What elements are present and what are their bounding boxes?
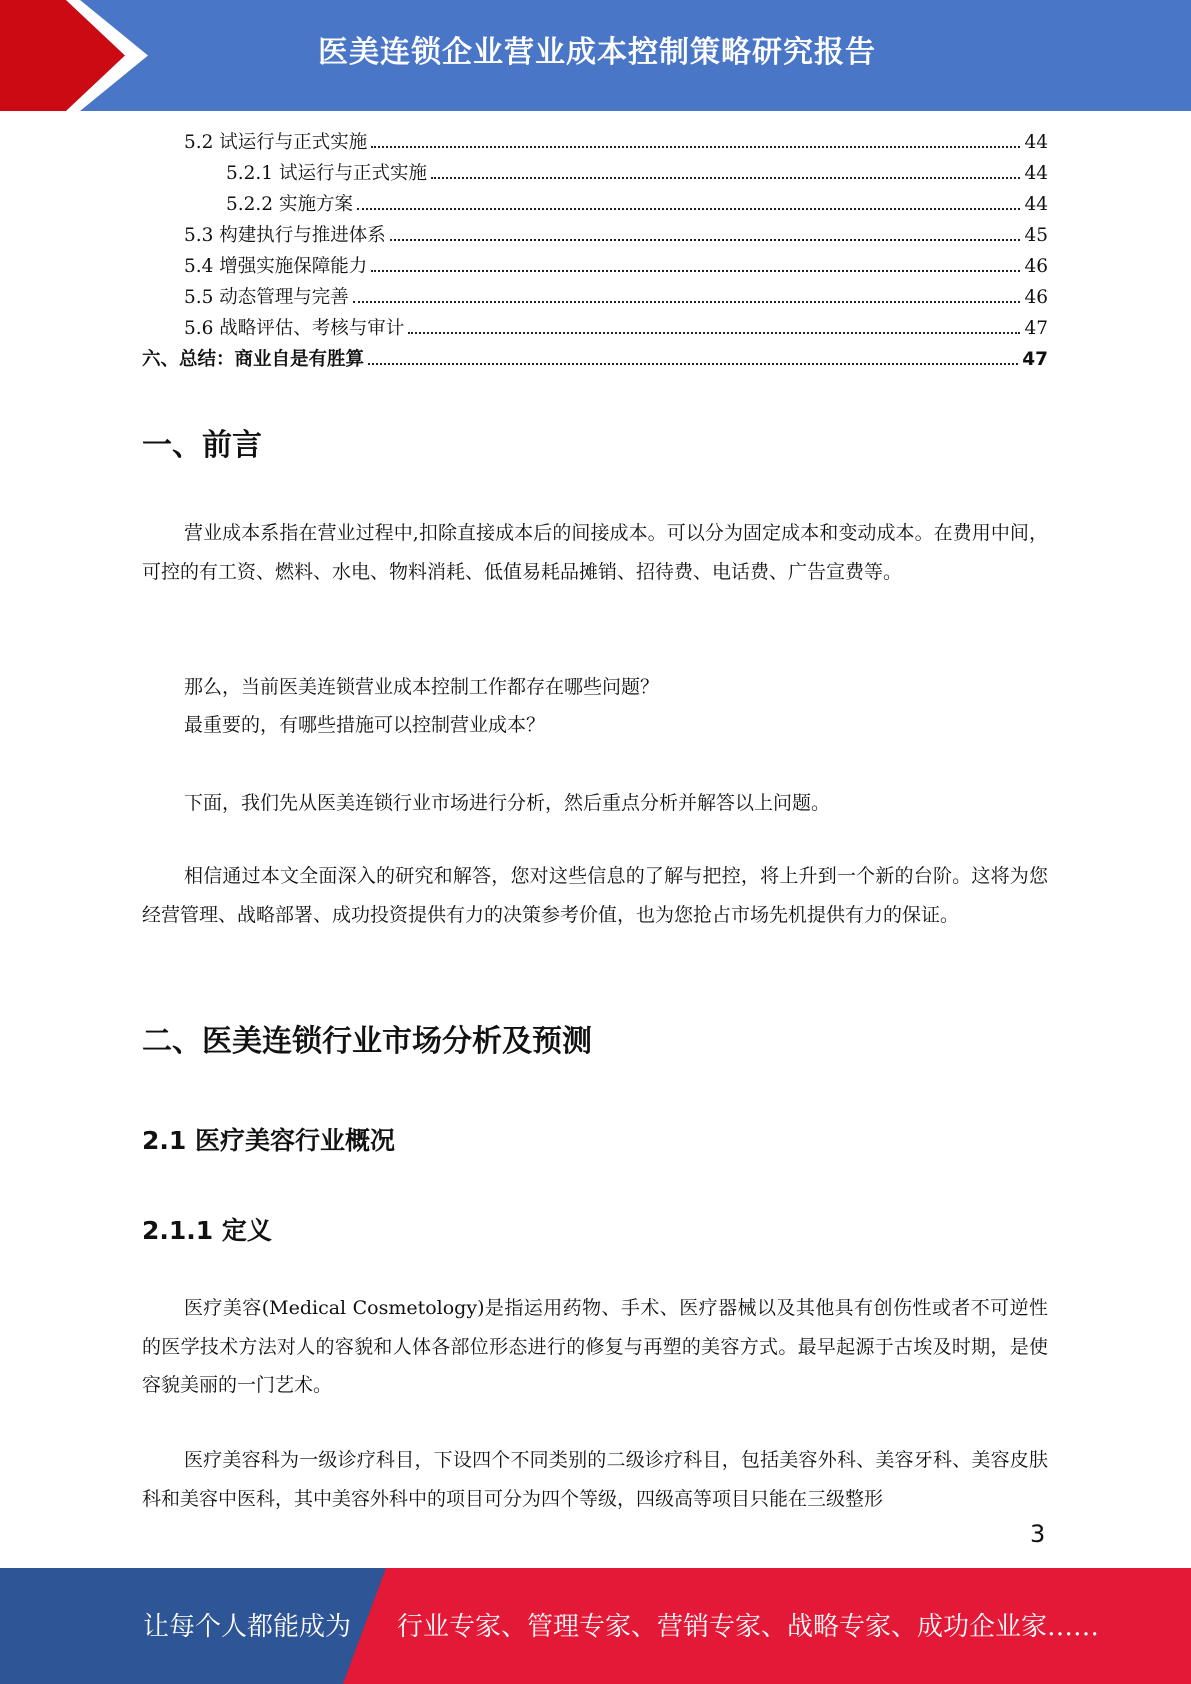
toc-entry[interactable] xyxy=(226,159,1048,189)
toc-entry-label: 5.6 战略评估、考核与审计 xyxy=(184,318,405,339)
toc-entry-page: 46 xyxy=(1024,287,1048,308)
toc-entry-page: 47 xyxy=(1022,349,1048,370)
toc-dot-leader xyxy=(431,177,1020,179)
toc-entry[interactable] xyxy=(184,221,1048,251)
toc-entry-page: 46 xyxy=(1024,256,1048,277)
preface-question-1: 那么，当前医美连锁营业成本控制工作都存在哪些问题？ xyxy=(184,676,660,698)
heading-market-analysis: 二、医美连锁行业市场分析及预测 xyxy=(142,1024,592,1059)
heading-definition: 2.1.1 定义 xyxy=(142,1216,272,1245)
header-arrow-graphic xyxy=(0,0,160,111)
toc-entry[interactable] xyxy=(184,314,1048,344)
toc-entry-label: 5.2.1 试运行与正式实施 xyxy=(226,163,427,184)
preface-paragraph-2: 下面，我们先从医美连锁行业市场进行分析，然后重点分析并解答以上问题。 xyxy=(184,792,831,814)
toc-entry-chapter[interactable] xyxy=(142,345,1048,375)
footer-slogan-left: 让每个人都能成为 xyxy=(143,1612,352,1642)
definition-paragraph-2: 医疗美容科为一级诊疗科目，下设四个不同类别的二级诊疗科目，包括美容外科、美容牙科、美容皮肤科和美容中医科，其中美容外科中的项目可分为四个等级，四级高等项目只能在三级整形 xyxy=(142,1449,1048,1510)
preface-paragraph-1: 营业成本系指在营业过程中,扣除直接成本后的间接成本。可以分为固定成本和变动成本。在费用中间，可控的有工资、燃料、水电、物料消耗、低值易耗品摊销、招待费、电话费、广告宣费等。 xyxy=(142,522,1048,583)
heading-industry-overview: 2.1 医疗美容行业概况 xyxy=(142,1126,395,1155)
definition-paragraph-1: 医疗美容(Medical Cosmetology)是指运用药物、手术、医疗器械以及其他具有创伤性或者不可逆性的医学技术方法对人的容貌和人体各部位形态进行的修复与再塑的美容方式。最早起源于古埃及时期，是使容貌美丽的一门艺术。 xyxy=(142,1297,1048,1396)
toc-entry-label: 5.3 构建执行与推进体系 xyxy=(184,225,386,246)
document-title: 医美连锁企业营业成本控制策略研究报告 xyxy=(318,35,876,70)
toc-entry-label: 5.4 增强实施保障能力 xyxy=(184,256,368,277)
toc-entry[interactable] xyxy=(226,190,1048,220)
page-header xyxy=(0,0,1191,111)
footer-slogan-right: 行业专家、管理专家、营销专家、战略专家、成功企业家…… xyxy=(397,1612,1100,1642)
toc-entry[interactable] xyxy=(184,128,1048,158)
toc-entry-label: 5.5 动态管理与完善 xyxy=(184,287,349,308)
toc-entry[interactable] xyxy=(184,283,1048,313)
preface-paragraph-3: 相信通过本文全面深入的研究和解答，您对这些信息的了解与把控，将上升到一个新的台阶。这将为您经营管理、战略部署、成功投资提供有力的决策参考价值，也为您抢占市场先机提供有力的保证。 xyxy=(142,865,1048,926)
toc-entry-page: 45 xyxy=(1024,225,1048,246)
heading-preface: 一、前言 xyxy=(142,428,262,463)
preface-question-2: 最重要的，有哪些措施可以控制营业成本？ xyxy=(184,714,546,736)
toc-entry-label: 六、总结：商业自是有胜算 xyxy=(142,349,365,370)
toc-dot-leader xyxy=(357,208,1021,210)
toc-dot-leader xyxy=(390,239,1021,241)
page-number: 3 xyxy=(1030,1520,1046,1548)
page-footer xyxy=(0,1568,1191,1684)
toc-dot-leader xyxy=(353,301,1021,303)
toc-dot-leader xyxy=(368,363,1018,365)
toc-dot-leader xyxy=(408,332,1020,334)
toc-entry-page: 47 xyxy=(1024,318,1048,339)
toc-entry-label: 5.2 试运行与正式实施 xyxy=(184,132,368,153)
toc-entry-page: 44 xyxy=(1024,163,1048,184)
toc-dot-leader xyxy=(371,146,1020,148)
toc-dot-leader xyxy=(371,270,1020,272)
toc-entry-label: 5.2.2 实施方案 xyxy=(226,194,353,215)
toc-entry[interactable] xyxy=(184,252,1048,282)
toc-entry-page: 44 xyxy=(1024,132,1048,153)
toc-entry-page: 44 xyxy=(1024,194,1048,215)
